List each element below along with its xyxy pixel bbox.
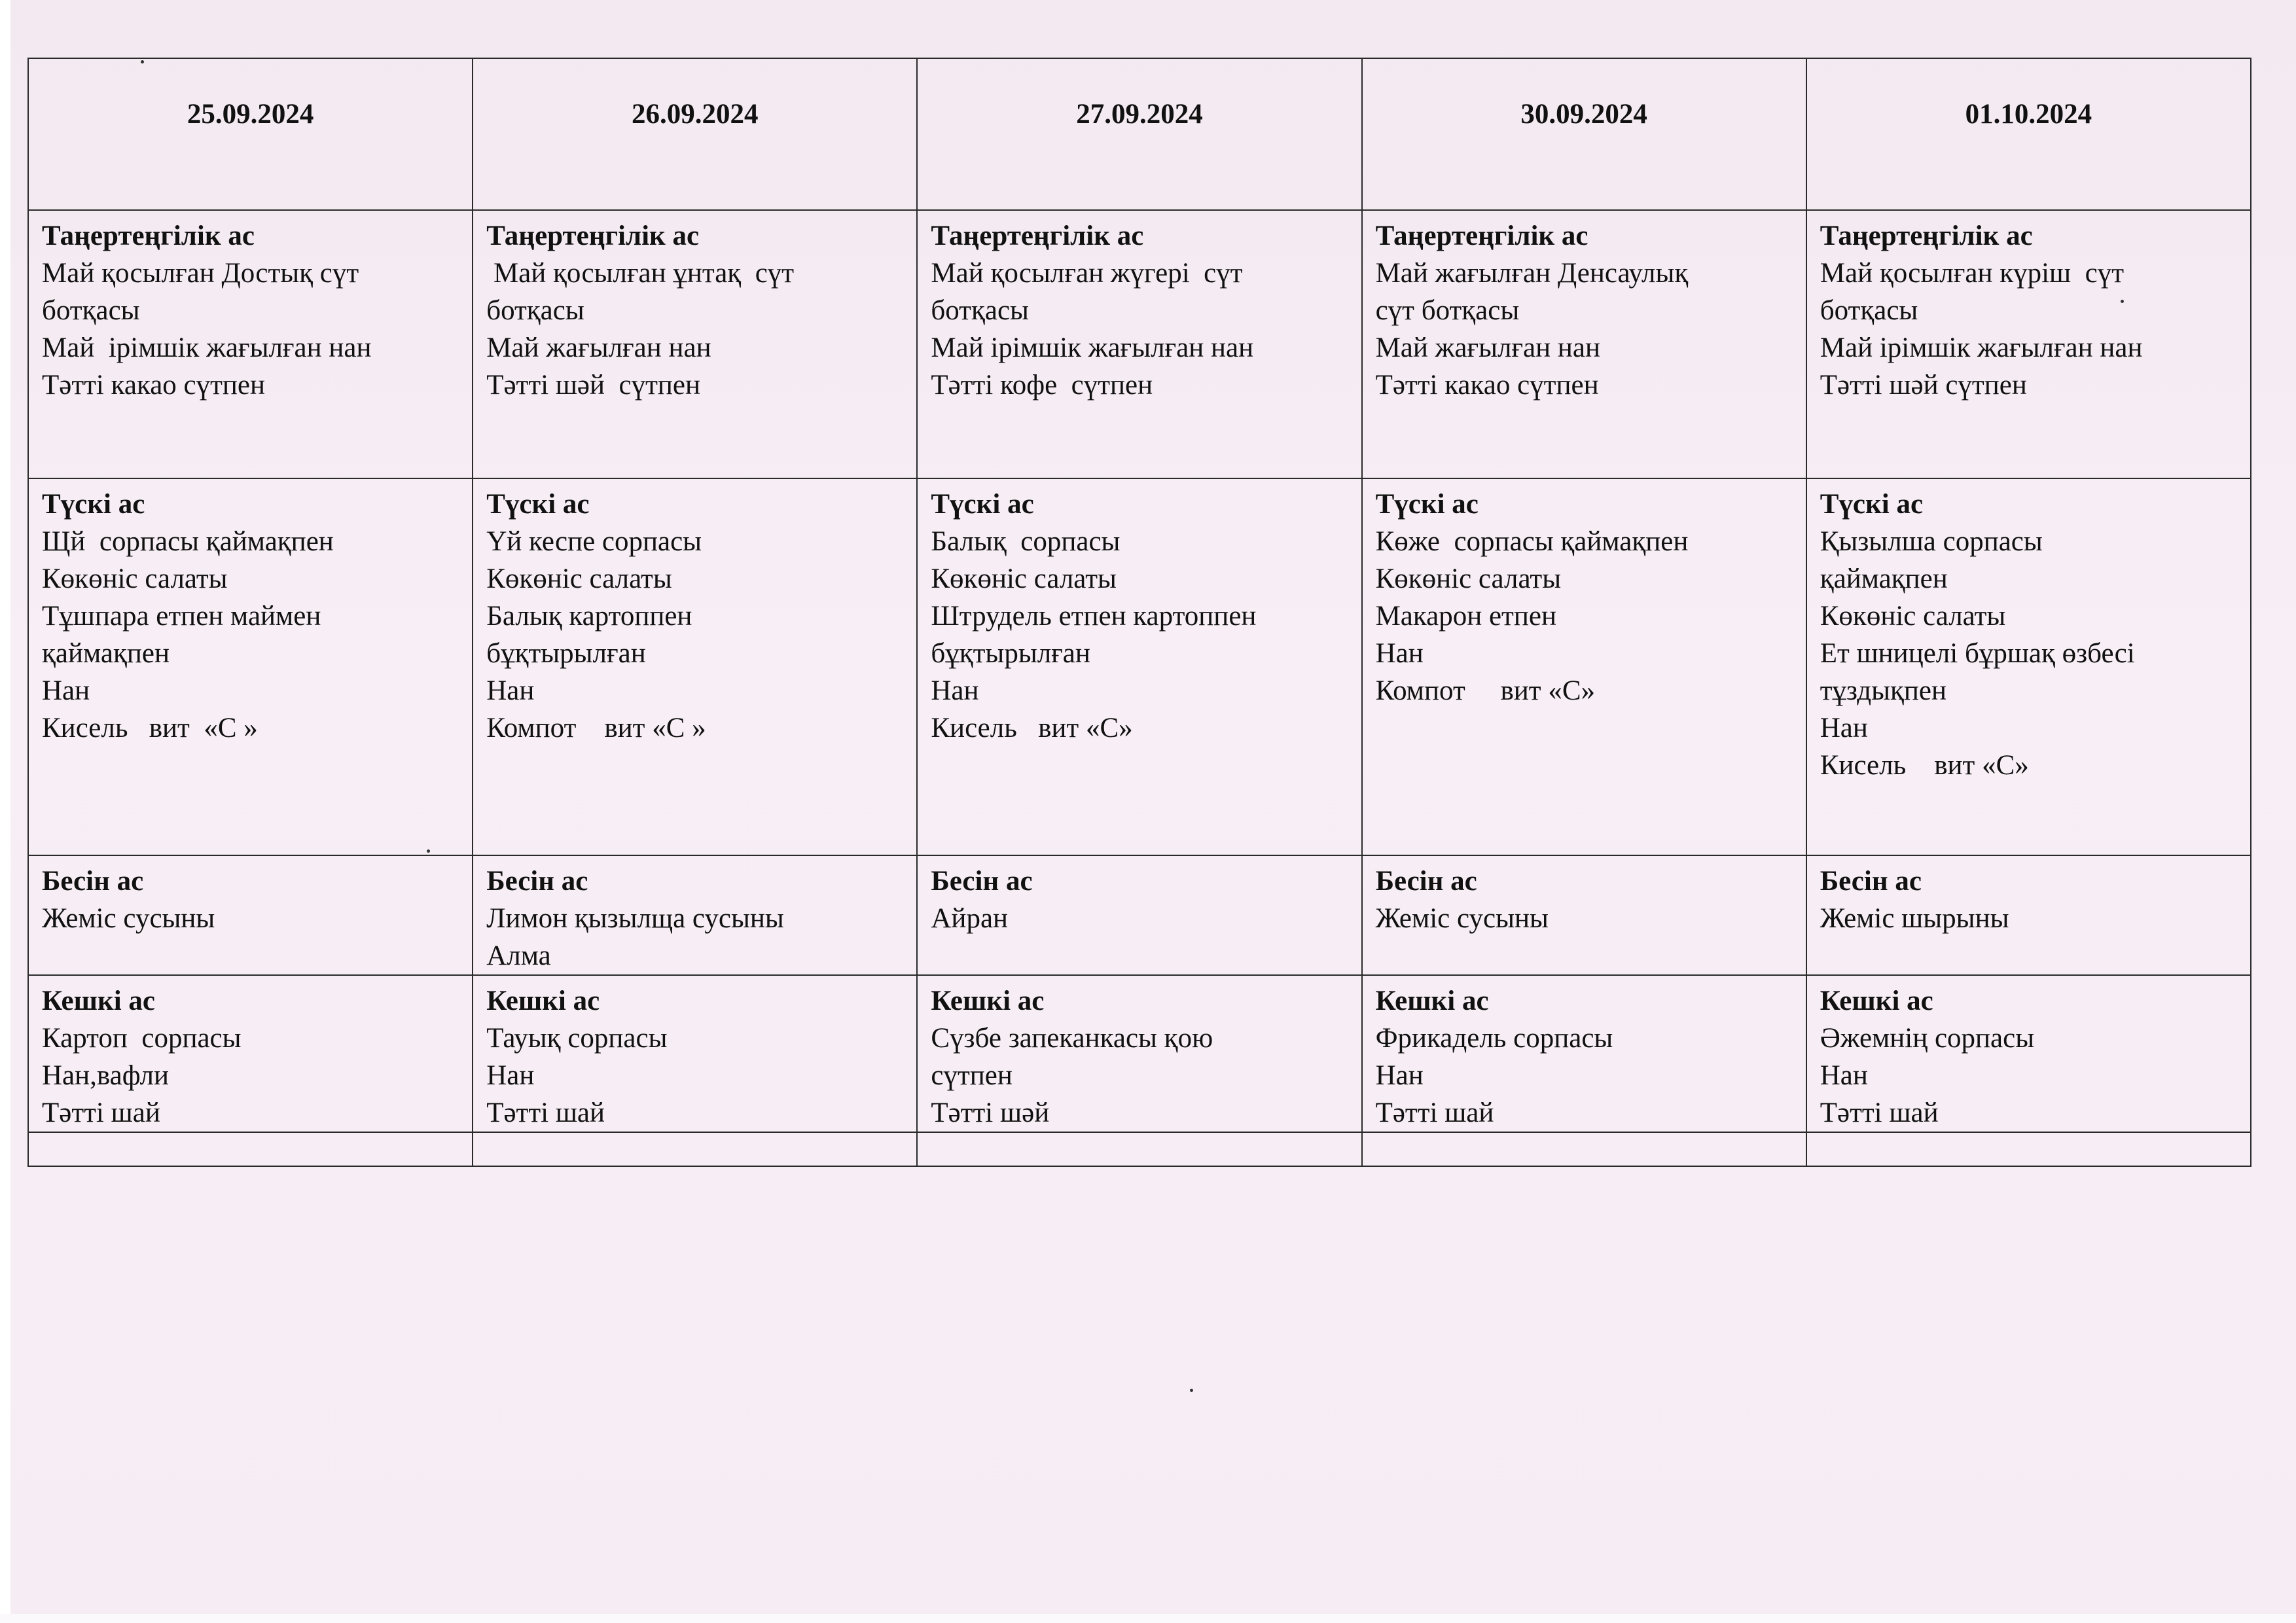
- dish-line: Тәтті шай: [42, 1097, 160, 1128]
- scan-speck: [1190, 1389, 1193, 1392]
- dish-line: Май қосылған жүгері сүт: [931, 258, 1243, 289]
- breakfast-cell: [28, 210, 473, 478]
- lunch-row: [28, 478, 2251, 855]
- snack-cell: [1806, 855, 2251, 975]
- dinner-cell: [28, 975, 473, 1132]
- dish-line: Көкөніс салаты: [931, 563, 1117, 594]
- snack-cell: [917, 855, 1361, 975]
- dish-line: Нан,вафли: [42, 1060, 169, 1091]
- meal-title: Бесін ас: [931, 866, 1033, 897]
- dish-line: Көже сорпасы қаймақпен: [1375, 526, 1689, 557]
- dish-line: Айран: [931, 903, 1009, 934]
- dish-line: Нан: [1375, 638, 1424, 669]
- dish-line: Тұшпара етпен маймен: [42, 601, 321, 632]
- snack-cell: [1362, 855, 1806, 975]
- dish-line: ботқасы: [1820, 295, 1918, 326]
- meal-title: Таңертеңгілік ас: [486, 221, 700, 251]
- dish-line: Нан: [42, 675, 90, 706]
- dish-line: Макарон етпен: [1375, 601, 1556, 632]
- dish-line: Тәтті шәй сүтпен: [486, 370, 701, 401]
- dish-line: Жеміс сусыны: [1375, 903, 1549, 934]
- meal-title: Кешкі ас: [1820, 986, 1933, 1016]
- dish-line: Нан: [486, 675, 535, 706]
- dish-line: Кисель вит «С»: [1820, 750, 2029, 781]
- dish-line: бұқтырылған: [931, 638, 1090, 669]
- scan-bottom-edge: [0, 1614, 2296, 1623]
- meal-title: Бесін ас: [1820, 866, 1922, 897]
- meal-title: Түскі ас: [1375, 489, 1479, 520]
- dish-line: Май қосылған ұнтақ сүт: [486, 258, 795, 289]
- breakfast-cell: [473, 210, 917, 478]
- date-header-row: [28, 58, 2251, 210]
- dish-line: Нан: [931, 675, 979, 706]
- date-header-cell: 25.09.2024: [28, 58, 473, 210]
- meal-title: Бесін ас: [486, 866, 588, 897]
- meal-title: Түскі ас: [42, 489, 145, 520]
- dish-line: Нан: [486, 1060, 535, 1091]
- meal-title: Таңертеңгілік ас: [42, 221, 255, 251]
- dish-line: тұздықпен: [1820, 675, 1947, 706]
- menu-table: [27, 58, 2251, 1167]
- dinner-cell: [1362, 975, 1806, 1132]
- dish-line: сүт ботқасы: [1375, 295, 1520, 326]
- dish-line: сүтпен: [931, 1060, 1013, 1091]
- meal-title: Кешкі ас: [931, 986, 1045, 1016]
- dish-line: Кисель вит «С »: [42, 713, 258, 743]
- dish-line: Алма: [486, 940, 551, 971]
- dish-line: Үй кеспе сорпасы: [486, 526, 702, 557]
- meal-title: Кешкі ас: [42, 986, 155, 1016]
- meal-title: Кешкі ас: [486, 986, 600, 1016]
- dish-line: Картоп сорпасы: [42, 1023, 242, 1054]
- dish-line: Тәтті шай: [486, 1097, 605, 1128]
- dish-line: Штрудель етпен картоппен: [931, 601, 1257, 632]
- dish-line: Тауық сорпасы: [486, 1023, 668, 1054]
- lunch-cell: [1806, 478, 2251, 855]
- dish-line: Көкөніс салаты: [42, 563, 228, 594]
- meal-title: Түскі ас: [486, 489, 590, 520]
- dish-line: Май қосылған күріш сүт: [1820, 258, 2125, 289]
- dish-line: Тәтті шәй: [931, 1097, 1050, 1128]
- dish-line: Тәтті шай: [1820, 1097, 1939, 1128]
- breakfast-row: [28, 210, 2251, 478]
- dish-line: Тәтті кофе сүтпен: [931, 370, 1153, 401]
- lunch-cell: [28, 478, 473, 855]
- lunch-cell: [473, 478, 917, 855]
- date-header-cell: 26.09.2024: [473, 58, 917, 210]
- dish-line: Балық сорпасы: [931, 526, 1121, 557]
- dish-line: ботқасы: [931, 295, 1029, 326]
- dish-line: Май жағылған Денсаулық: [1375, 258, 1689, 289]
- breakfast-cell: [1362, 210, 1806, 478]
- dish-line: Әжемнің сорпасы: [1820, 1023, 2035, 1054]
- dish-line: Жеміс шырыны: [1820, 903, 2009, 934]
- snack-cell: [473, 855, 917, 975]
- dish-line: Көкөніс салаты: [1375, 563, 1562, 594]
- dinner-cell: [1806, 975, 2251, 1132]
- dish-line: Тәтті шәй сүтпен: [1820, 370, 2027, 401]
- dish-line: Щй сорпасы қаймақпен: [42, 526, 334, 557]
- dish-line: Тәтті шай: [1375, 1097, 1494, 1128]
- snack-cell: [28, 855, 473, 975]
- meal-title: Таңертеңгілік ас: [1820, 221, 2033, 251]
- meal-title: Бесін ас: [1375, 866, 1477, 897]
- empty-cell: [1806, 1132, 2251, 1166]
- dish-line: Май қосылған Достық сүт: [42, 258, 359, 289]
- meal-title: Бесін ас: [42, 866, 144, 897]
- meal-title: Таңертеңгілік ас: [931, 221, 1144, 251]
- dish-line: Нан: [1820, 1060, 1868, 1091]
- dish-line: Қызылша сорпасы: [1820, 526, 2043, 557]
- dish-line: Нан: [1375, 1060, 1424, 1091]
- dish-line: Лимон қызылща сусыны: [486, 903, 784, 934]
- dish-line: Жеміс сусыны: [42, 903, 215, 934]
- date-header-cell: 30.09.2024: [1362, 58, 1806, 210]
- breakfast-cell: [1806, 210, 2251, 478]
- lunch-cell: [1362, 478, 1806, 855]
- dish-line: бұқтырылған: [486, 638, 646, 669]
- dish-line: Кисель вит «С»: [931, 713, 1133, 743]
- lunch-cell: [917, 478, 1361, 855]
- meal-title: Түскі ас: [1820, 489, 1924, 520]
- dinner-cell: [917, 975, 1361, 1132]
- dish-line: Компот вит «С»: [1375, 675, 1596, 706]
- dish-line: Тәтті какао сүтпен: [42, 370, 266, 401]
- breakfast-cell: [917, 210, 1361, 478]
- dish-line: Нан: [1820, 713, 1868, 743]
- dish-line: Май ірімшік жағылған нан: [1820, 332, 2143, 363]
- meal-title: Таңертеңгілік ас: [1375, 221, 1588, 251]
- dinner-cell: [473, 975, 917, 1132]
- snack-row: [28, 855, 2251, 975]
- dish-line: Балық картоппен: [486, 601, 692, 632]
- dish-line: қаймақпен: [1820, 563, 1948, 594]
- dish-line: ботқасы: [486, 295, 584, 326]
- empty-row: [28, 1132, 2251, 1166]
- dish-line: Компот вит «С »: [486, 713, 706, 743]
- dish-line: қаймақпен: [42, 638, 170, 669]
- dinner-row: [28, 975, 2251, 1132]
- dish-line: Фрикадель сорпасы: [1375, 1023, 1613, 1054]
- meal-title: Түскі ас: [931, 489, 1034, 520]
- empty-cell: [473, 1132, 917, 1166]
- dish-line: Сүзбе запеканкасы қою: [931, 1023, 1213, 1054]
- date-header-cell: 27.09.2024: [917, 58, 1361, 210]
- scan-left-edge: [0, 0, 10, 1623]
- dish-line: Тәтті какао сүтпен: [1375, 370, 1599, 401]
- empty-cell: [28, 1132, 473, 1166]
- empty-cell: [1362, 1132, 1806, 1166]
- date-header-cell: 01.10.2024: [1806, 58, 2251, 210]
- dish-line: Ет шницелі бұршақ өзбесі: [1820, 638, 2135, 669]
- dish-line: Май жағылған нан: [1375, 332, 1601, 363]
- empty-cell: [917, 1132, 1361, 1166]
- dish-line: Май ірімшік жағылған нан: [42, 332, 372, 363]
- dish-line: Май жағылған нан: [486, 332, 711, 363]
- dish-line: Көкөніс салаты: [486, 563, 672, 594]
- dish-line: Май ірімшік жағылған нан: [931, 332, 1254, 363]
- dish-line: ботқасы: [42, 295, 140, 326]
- dish-line: Көкөніс салаты: [1820, 601, 2006, 632]
- meal-title: Кешкі ас: [1375, 986, 1489, 1016]
